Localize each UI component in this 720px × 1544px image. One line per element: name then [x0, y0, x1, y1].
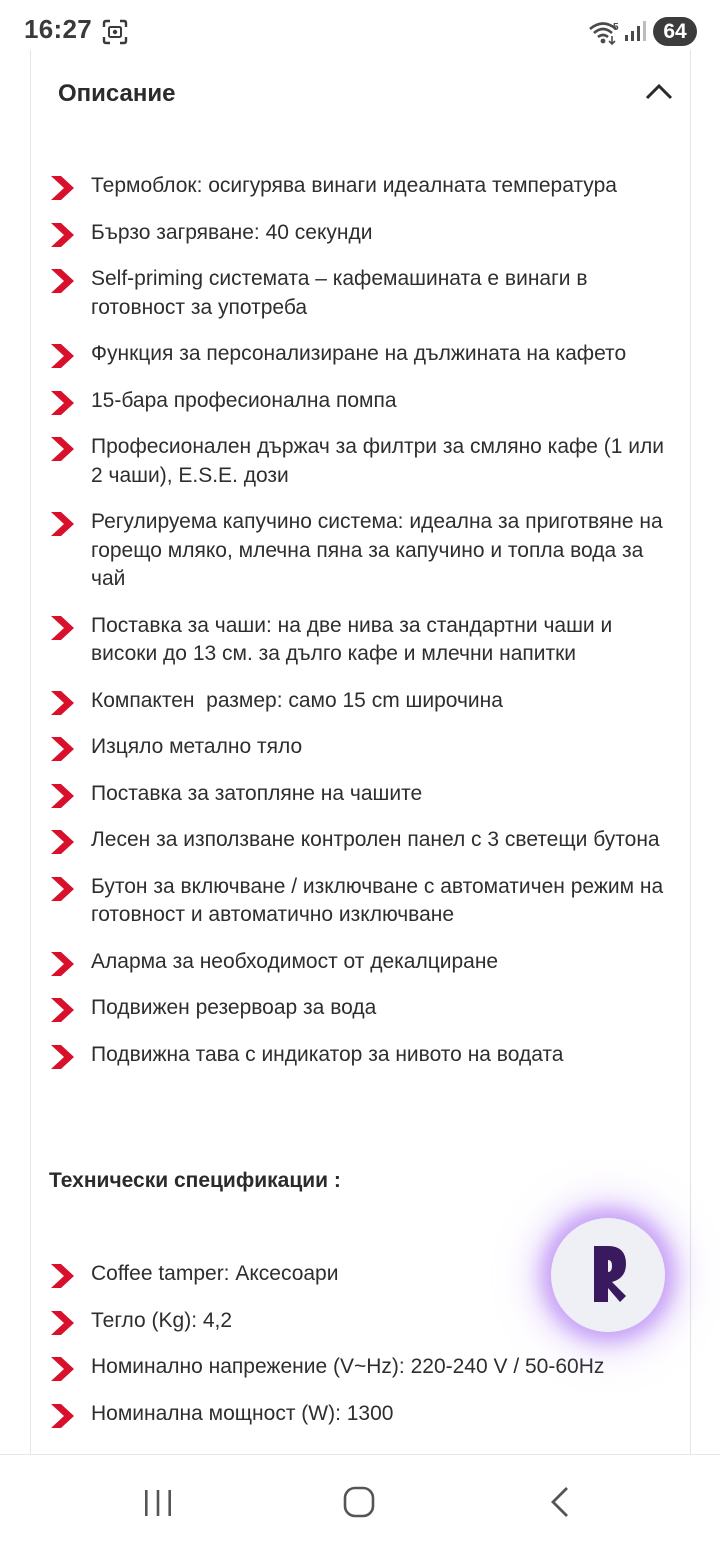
feature-text: Подвижна тава с индикатор за нивото на водата	[91, 1042, 564, 1066]
wifi-icon	[588, 20, 622, 51]
spec-text: Номинално напрежение (V~Hz): 220-240 V / 50-60Hz	[91, 1355, 605, 1378]
feature-item	[49, 948, 674, 977]
arrow-bullet-icon	[49, 175, 75, 201]
feature-text: Поставка за затопляне на чашите	[91, 781, 423, 805]
feature-item	[49, 508, 674, 594]
arrow-bullet-icon	[49, 1263, 75, 1289]
recent-apps-icon[interactable]	[142, 1488, 174, 1518]
section-title: Описание	[58, 80, 176, 107]
feature-item	[49, 172, 674, 201]
arrow-bullet-icon	[49, 1310, 75, 1336]
feature-text: Бутон за включване / изключване с автоматичен режим на готовност и автоматично изключване	[91, 874, 664, 926]
wifi-label: 5	[613, 22, 619, 33]
arrow-bullet-icon	[49, 343, 75, 369]
feature-text: Self-priming системата – кафемашината е винаги в готовност за употреба	[91, 267, 588, 319]
feature-item	[49, 873, 674, 930]
brand-logo-icon	[586, 1244, 630, 1304]
spec-text: Coffee tamper: Аксесоари	[91, 1262, 339, 1285]
arrow-bullet-icon	[49, 1044, 75, 1070]
feature-item	[49, 433, 674, 490]
feature-text: Регулируема капучино система: идеална за приготвяне на горещо мляко, млечна пяна за капучино и топла вода за чай	[91, 510, 663, 590]
feature-item	[49, 1041, 674, 1070]
feature-item	[49, 265, 674, 322]
feature-item	[49, 612, 674, 669]
arrow-bullet-icon	[49, 690, 75, 716]
arrow-bullet-icon	[49, 997, 75, 1023]
feature-item	[49, 387, 674, 416]
spec-text: Тегло (Kg): 4,2	[91, 1308, 233, 1332]
feature-text: Аларма за необходимост от декалциране	[91, 949, 499, 973]
arrow-bullet-icon	[49, 615, 75, 641]
feature-item	[49, 340, 674, 369]
spec-item	[49, 1353, 674, 1382]
feature-text: Компактен размер: само 15 cm широчина	[91, 688, 503, 712]
feature-text: Подвижен резервоар за вода	[91, 996, 377, 1019]
feature-text: Изцяло метално тяло	[91, 735, 303, 758]
arrow-bullet-icon	[49, 783, 75, 809]
arrow-bullet-icon	[49, 829, 75, 855]
chevron-up-icon[interactable]	[645, 82, 673, 100]
arrow-bullet-icon	[49, 222, 75, 248]
feature-item	[49, 780, 674, 809]
arrow-bullet-icon	[49, 1356, 75, 1382]
assistant-fab-button[interactable]	[551, 1218, 665, 1332]
feature-item	[49, 687, 674, 716]
specs-title: Технически спецификации :	[49, 1169, 341, 1192]
feature-text: Професионален държач за филтри за смляно кафе (1 или 2 чаши), E.S.E. дози	[91, 435, 665, 487]
feature-text: Функция за персонализиране на дължината на кафето	[91, 342, 627, 365]
status-time: 16:27	[24, 14, 92, 44]
feature-text: Лесен за използване контролен панел с 3 светещи бутона	[91, 828, 660, 851]
spec-item	[49, 1400, 674, 1429]
home-icon[interactable]	[342, 1485, 376, 1519]
battery-icon: 64	[653, 17, 697, 46]
arrow-bullet-icon	[49, 390, 75, 416]
feature-item	[49, 733, 674, 762]
description-header[interactable]	[31, 50, 690, 140]
signal-icon	[624, 20, 646, 47]
arrow-bullet-icon	[49, 268, 75, 294]
arrow-bullet-icon	[49, 951, 75, 977]
feature-text: Термоблок: осигурява винаги идеалната температура	[91, 174, 617, 197]
screenshot-icon	[102, 19, 128, 50]
arrow-bullet-icon	[49, 511, 75, 537]
system-nav-bar	[0, 1454, 720, 1544]
back-icon[interactable]	[547, 1485, 573, 1519]
arrow-bullet-icon	[49, 876, 75, 902]
arrow-bullet-icon	[49, 1403, 75, 1429]
feature-item	[49, 826, 674, 855]
feature-item	[49, 219, 674, 248]
feature-item	[49, 994, 674, 1023]
arrow-bullet-icon	[49, 736, 75, 762]
feature-text: Бързо загряване: 40 секунди	[91, 220, 373, 244]
feature-list	[49, 172, 674, 1087]
spec-text: Номинална мощност (W): 1300	[91, 1401, 394, 1425]
arrow-bullet-icon	[49, 436, 75, 462]
feature-text: 15-бара професионална помпа	[91, 388, 397, 412]
feature-text: Поставка за чаши: на две нива за стандартни чаши и високи до 13 см. за дълго кафе и млечни напитки	[91, 613, 613, 665]
